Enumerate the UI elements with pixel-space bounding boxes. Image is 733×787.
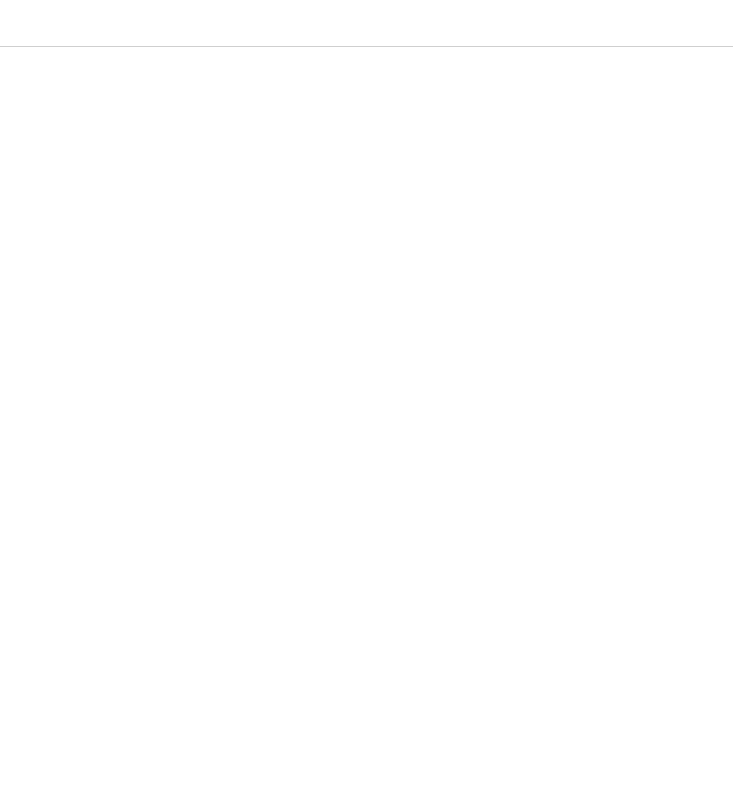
graph-f xyxy=(196,212,488,446)
title-divider xyxy=(0,46,733,47)
graph-f-prime[interactable] xyxy=(196,503,488,741)
guidelines-list xyxy=(14,108,714,113)
